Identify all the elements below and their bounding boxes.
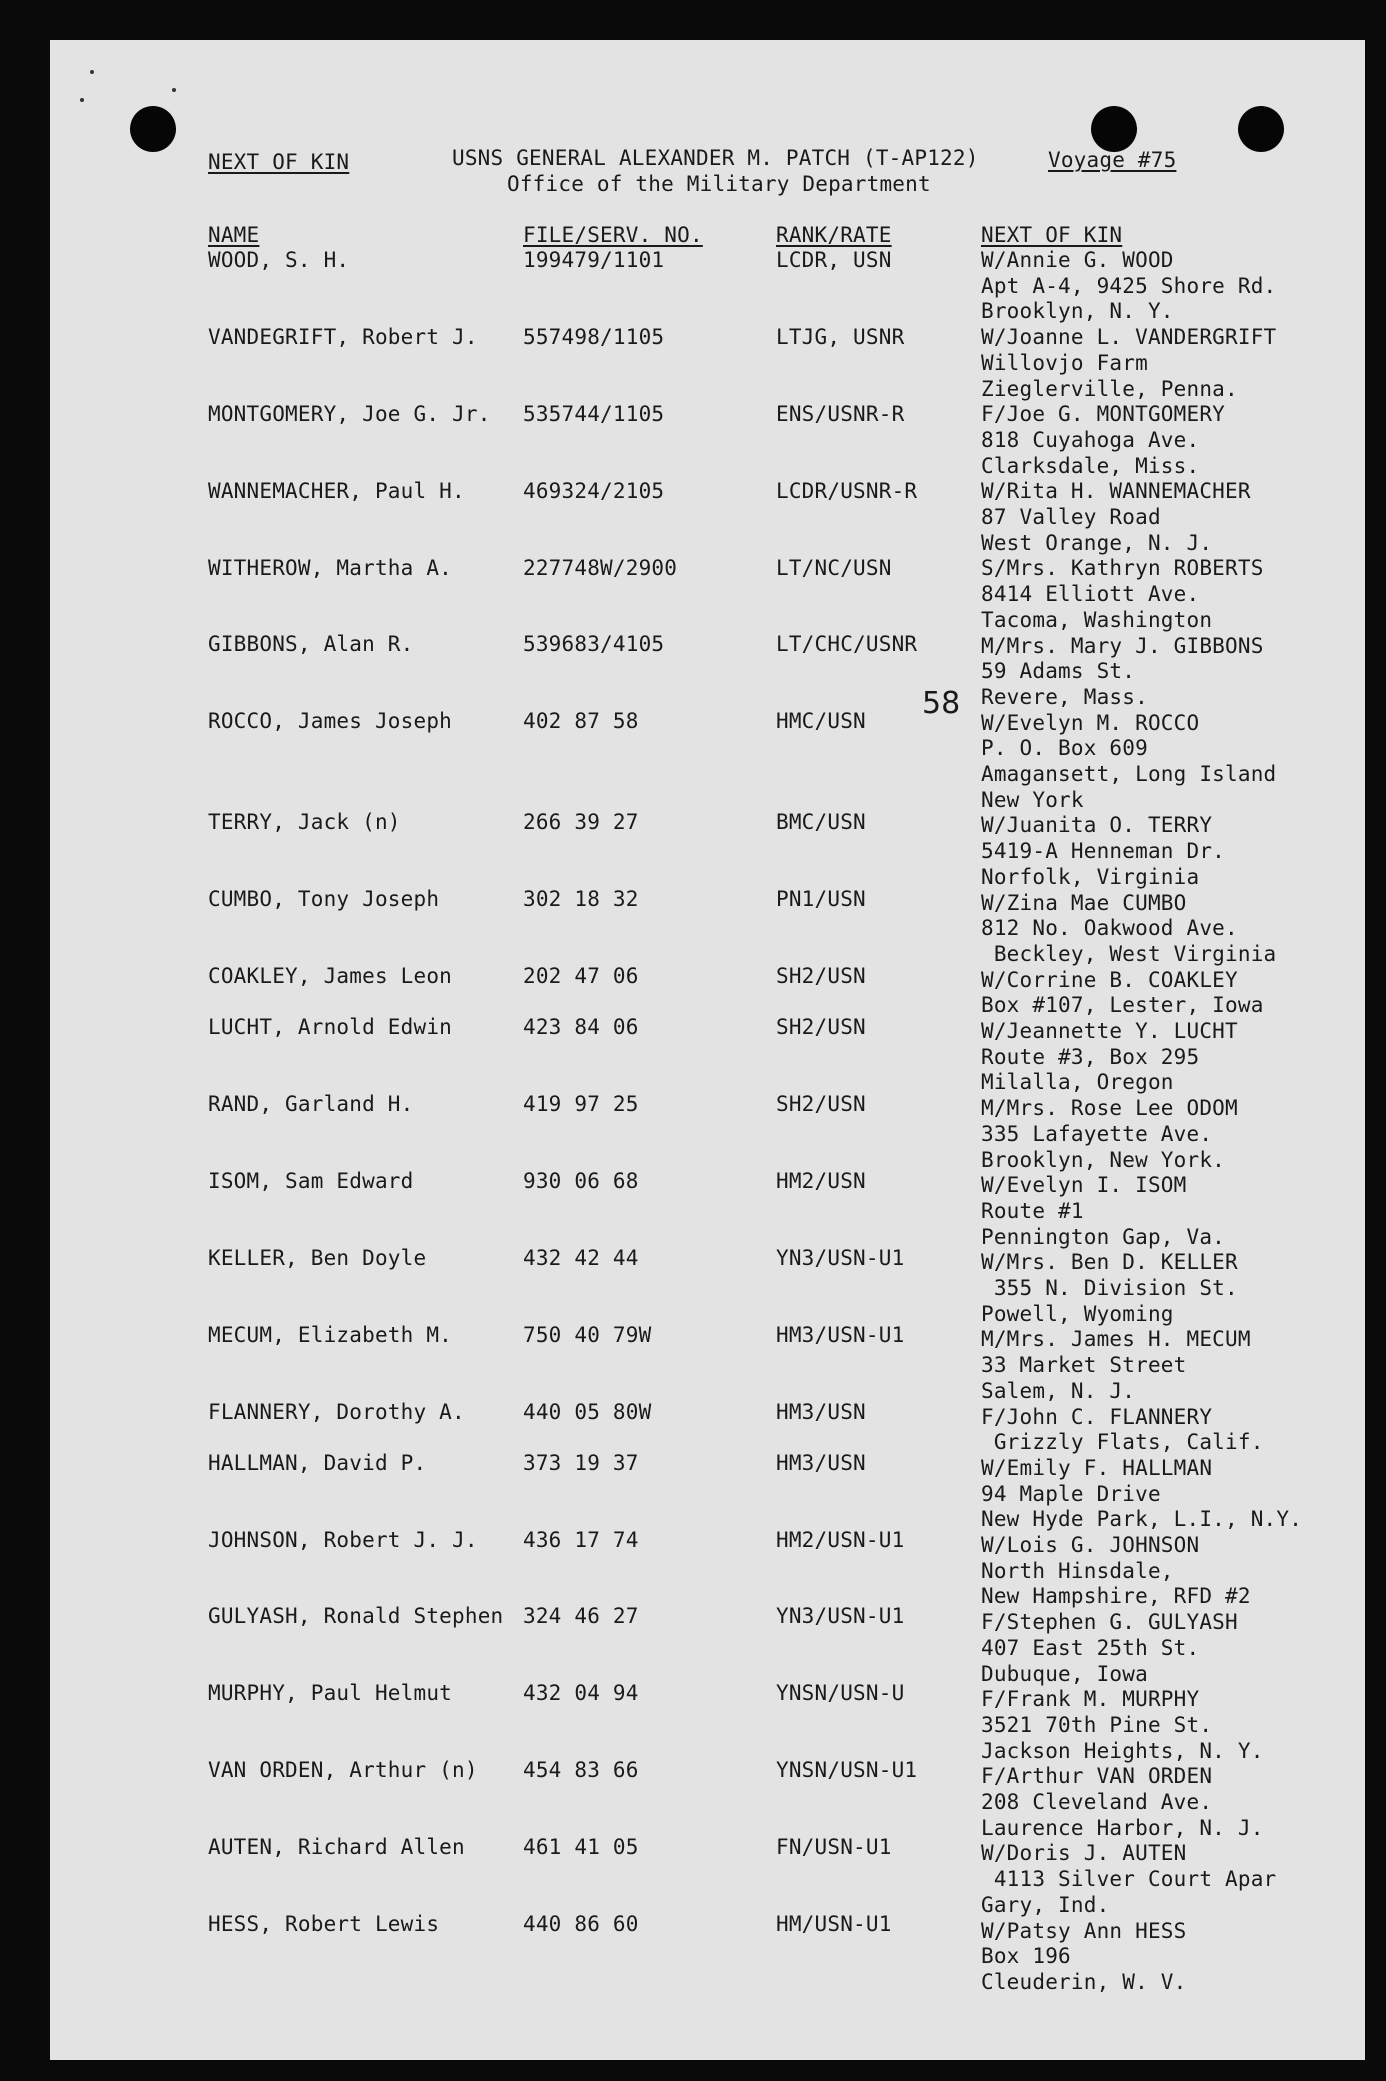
kin-line: M/Mrs. Rose Lee ODOM: [981, 1096, 1238, 1121]
cell-name: MURPHY, Paul Helmut: [208, 1681, 453, 1705]
cell-name: VANDEGRIFT, Robert J.: [208, 325, 478, 349]
kin-line: Salem, N. J.: [981, 1378, 1136, 1403]
cell-name: VAN ORDEN, Arthur (n): [208, 1758, 478, 1782]
cell-rank: HM3/USN: [776, 1400, 866, 1424]
kin-line: 335 Lafayette Ave.: [981, 1121, 1213, 1146]
kin-line: Grizzly Flats, Calif.: [981, 1430, 1264, 1455]
cell-rank: HM2/USN-U1: [776, 1528, 905, 1552]
cell-name: WOOD, S. H.: [208, 248, 350, 272]
cell-rank: HM/USN-U1: [776, 1912, 892, 1936]
kin-line: New Hyde Park, L.I., N.Y.: [981, 1507, 1303, 1532]
cell-rank: HM3/USN-U1: [776, 1323, 905, 1347]
kin-line: Route #3, Box 295: [981, 1044, 1200, 1069]
kin-line: W/Joanne L. VANDERGRIFT: [981, 325, 1277, 350]
kin-line: Clarksdale, Miss.: [981, 453, 1200, 478]
kin-line: W/Mrs. Ben D. KELLER: [981, 1250, 1238, 1275]
cell-rank: SH2/USN: [776, 1092, 866, 1116]
cell-file: 557498/1105: [523, 325, 665, 349]
cell-file: 454 83 66: [523, 1758, 639, 1782]
kin-line: W/Evelyn M. ROCCO: [981, 710, 1200, 735]
cell-rank: HM3/USN: [776, 1451, 866, 1475]
kin-line: West Orange, N. J.: [981, 530, 1213, 555]
cell-name: MONTGOMERY, Joe G. Jr.: [208, 402, 491, 426]
cell-name: MECUM, Elizabeth M.: [208, 1323, 453, 1347]
paper-speck: [172, 88, 176, 92]
doc-subtitle: Office of the Military Department: [507, 172, 931, 196]
cell-file: 461 41 05: [523, 1835, 639, 1859]
kin-line: Cleuderin, W. V.: [981, 1969, 1187, 1994]
kin-line: 94 Maple Drive: [981, 1481, 1161, 1506]
kin-line: Willovjo Farm: [981, 350, 1148, 375]
punch-hole-left: [130, 106, 176, 152]
cell-file: 539683/4105: [523, 632, 665, 656]
cell-rank: FN/USN-U1: [776, 1835, 892, 1859]
kin-line: F/Arthur VAN ORDEN: [981, 1764, 1213, 1789]
cell-file: 930 06 68: [523, 1169, 639, 1193]
kin-line: North Hinsdale,: [981, 1558, 1174, 1583]
col-header-name: NAME: [208, 223, 260, 247]
kin-line: Amagansett, Long Island: [981, 762, 1277, 786]
kin-line: Laurence Harbor, N. J.: [981, 1815, 1264, 1840]
cell-file: 750 40 79W: [523, 1323, 652, 1347]
kin-line: Jackson Heights, N. Y.: [981, 1738, 1264, 1763]
cell-file: 199479/1101: [523, 248, 665, 272]
cell-name: HESS, Robert Lewis: [208, 1912, 440, 1936]
kin-line: M/Mrs. Mary J. GIBBONS: [981, 633, 1264, 658]
cell-file: 432 04 94: [523, 1681, 639, 1705]
kin-line: W/Annie G. WOOD: [981, 248, 1174, 272]
kin-line: Brooklyn, New York.: [981, 1147, 1226, 1172]
cell-rank: LTJG, USNR: [776, 325, 905, 349]
doc-label-next-of-kin: NEXT OF KIN: [208, 150, 350, 174]
cell-file: 373 19 37: [523, 1451, 639, 1475]
kin-line: New York: [981, 787, 1084, 812]
kin-line: W/Evelyn I. ISOM: [981, 1173, 1187, 1198]
kin-line: 208 Cleveland Ave.: [981, 1790, 1213, 1814]
cell-rank: LT/CHC/USNR: [776, 632, 918, 656]
cell-file: 402 87 58: [523, 709, 639, 733]
kin-line: 5419-A Henneman Dr.: [981, 839, 1226, 864]
kin-line: Gary, Ind.: [981, 1892, 1110, 1917]
kin-line: F/Frank M. MURPHY: [981, 1687, 1200, 1712]
cell-rank: SH2/USN: [776, 1015, 866, 1039]
cell-file: 436 17 74: [523, 1528, 639, 1552]
kin-line: W/Lois G. JOHNSON: [981, 1533, 1200, 1557]
kin-line: S/Mrs. Kathryn ROBERTS: [981, 556, 1264, 581]
cell-name: TERRY, Jack (n): [208, 810, 401, 834]
kin-line: W/Zina Mae CUMBO: [981, 890, 1187, 915]
cell-rank: YN3/USN-U1: [776, 1246, 905, 1270]
kin-line: 87 Valley Road: [981, 505, 1161, 529]
cell-file: 469324/2105: [523, 479, 665, 503]
kin-line: Zieglerville, Penna.: [981, 376, 1238, 401]
cell-rank: PN1/USN: [776, 887, 866, 911]
kin-line: W/Juanita O. TERRY: [981, 813, 1213, 838]
col-header-file: FILE/SERV. NO.: [523, 223, 703, 247]
kin-line: Powell, Wyoming: [981, 1301, 1174, 1326]
cell-file: 440 86 60: [523, 1912, 639, 1936]
kin-line: Norfolk, Virginia: [981, 864, 1200, 889]
kin-line: W/Doris J. AUTEN: [981, 1841, 1187, 1866]
kin-line: 33 Market Street: [981, 1353, 1187, 1378]
cell-rank: SH2/USN: [776, 964, 866, 988]
kin-line: New Hampshire, RFD #2: [981, 1584, 1251, 1609]
kin-line: 818 Cuyahoga Ave.: [981, 427, 1200, 452]
kin-line: 4113 Silver Court Apar: [981, 1867, 1277, 1892]
voyage-number: Voyage #75: [1048, 148, 1177, 172]
kin-line: Route #1: [981, 1198, 1084, 1223]
cell-name: JOHNSON, Robert J. J.: [208, 1528, 478, 1552]
punch-hole-right: [1238, 106, 1284, 152]
cell-name: LUCHT, Arnold Edwin: [208, 1015, 453, 1039]
doc-title: USNS GENERAL ALEXANDER M. PATCH (T-AP122): [452, 146, 979, 170]
kin-line: P. O. Box 609: [981, 736, 1148, 761]
cell-rank: HM2/USN: [776, 1169, 866, 1193]
kin-line: 8414 Elliott Ave.: [981, 582, 1200, 607]
cell-file: 432 42 44: [523, 1246, 639, 1270]
kin-line: M/Mrs. James H. MECUM: [981, 1327, 1251, 1352]
kin-line: Beckley, West Virginia: [981, 941, 1277, 966]
paper-speck: [90, 70, 94, 74]
cell-name: HALLMAN, David P.: [208, 1451, 427, 1475]
kin-line: Pennington Gap, Va.: [981, 1224, 1226, 1249]
cell-rank: LCDR/USNR-R: [776, 479, 918, 503]
cell-name: CUMBO, Tony Joseph: [208, 887, 440, 911]
cell-name: GULYASH, Ronald Stephen: [208, 1604, 504, 1628]
cell-file: 302 18 32: [523, 887, 639, 911]
cell-name: WITHEROW, Martha A.: [208, 556, 453, 580]
kin-line: W/Emily F. HALLMAN: [981, 1455, 1213, 1480]
cell-file: 440 05 80W: [523, 1400, 652, 1424]
kin-line: Brooklyn, N. Y.: [981, 299, 1174, 324]
kin-line: 3521 70th Pine St.: [981, 1712, 1213, 1737]
kin-line: Milalla, Oregon: [981, 1070, 1174, 1095]
kin-line: 59 Adams St.: [981, 659, 1136, 684]
paper-speck: [80, 98, 84, 102]
cell-name: KELLER, Ben Doyle: [208, 1246, 427, 1270]
document-page: [50, 40, 1365, 2060]
cell-file: 266 39 27: [523, 810, 639, 834]
cell-file: 324 46 27: [523, 1604, 639, 1628]
kin-line: Revere, Mass.: [981, 684, 1148, 709]
cell-rank: ENS/USNR-R: [776, 402, 905, 426]
cell-name: AUTEN, Richard Allen: [208, 1835, 465, 1859]
cell-rank: BMC/USN: [776, 810, 866, 834]
kin-line: W/Rita H. WANNEMACHER: [981, 479, 1251, 504]
cell-file: 419 97 25: [523, 1092, 639, 1116]
cell-name: RAND, Garland H.: [208, 1092, 414, 1116]
cell-name: ISOM, Sam Edward: [208, 1169, 414, 1193]
kin-line: Apt A-4, 9425 Shore Rd.: [981, 273, 1277, 298]
cell-name: WANNEMACHER, Paul H.: [208, 479, 465, 503]
kin-line: Box 196: [981, 1944, 1071, 1969]
cell-rank: HMC/USN: [776, 709, 866, 733]
kin-line: W/Corrine B. COAKLEY: [981, 967, 1238, 992]
cell-name: GIBBONS, Alan R.: [208, 632, 414, 656]
cell-rank: YN3/USN-U1: [776, 1604, 905, 1628]
col-header-kin: NEXT OF KIN: [981, 223, 1123, 247]
kin-line: Dubuque, Iowa: [981, 1661, 1148, 1686]
kin-line: 355 N. Division St.: [981, 1276, 1238, 1300]
cell-file: 227748W/2900: [523, 556, 678, 580]
kin-line: F/Joe G. MONTGOMERY: [981, 402, 1226, 427]
cell-rank: YNSN/USN-U1: [776, 1758, 918, 1782]
cell-name: FLANNERY, Dorothy A.: [208, 1400, 465, 1424]
col-header-rank: RANK/RATE: [776, 223, 892, 247]
cell-file: 423 84 06: [523, 1015, 639, 1039]
kin-line: 812 No. Oakwood Ave.: [981, 916, 1238, 941]
cell-file: 202 47 06: [523, 964, 639, 988]
cell-rank: YNSN/USN-U: [776, 1681, 905, 1705]
kin-line: F/Stephen G. GULYASH: [981, 1610, 1238, 1635]
punch-hole-center: [1091, 106, 1137, 152]
cell-rank: LT/NC/USN: [776, 556, 892, 580]
cell-name: COAKLEY, James Leon: [208, 964, 453, 988]
margin-handwritten-number: 58: [922, 686, 961, 721]
kin-line: W/Patsy Ann HESS: [981, 1918, 1187, 1943]
cell-name: ROCCO, James Joseph: [208, 709, 453, 733]
kin-line: F/John C. FLANNERY: [981, 1404, 1213, 1429]
kin-line: Box #107, Lester, Iowa: [981, 993, 1264, 1018]
kin-line: W/Jeannette Y. LUCHT: [981, 1019, 1238, 1043]
kin-line: 407 East 25th St.: [981, 1635, 1200, 1660]
cell-file: 535744/1105: [523, 402, 665, 426]
cell-rank: LCDR, USN: [776, 248, 892, 272]
kin-line: Tacoma, Washington: [981, 607, 1213, 632]
